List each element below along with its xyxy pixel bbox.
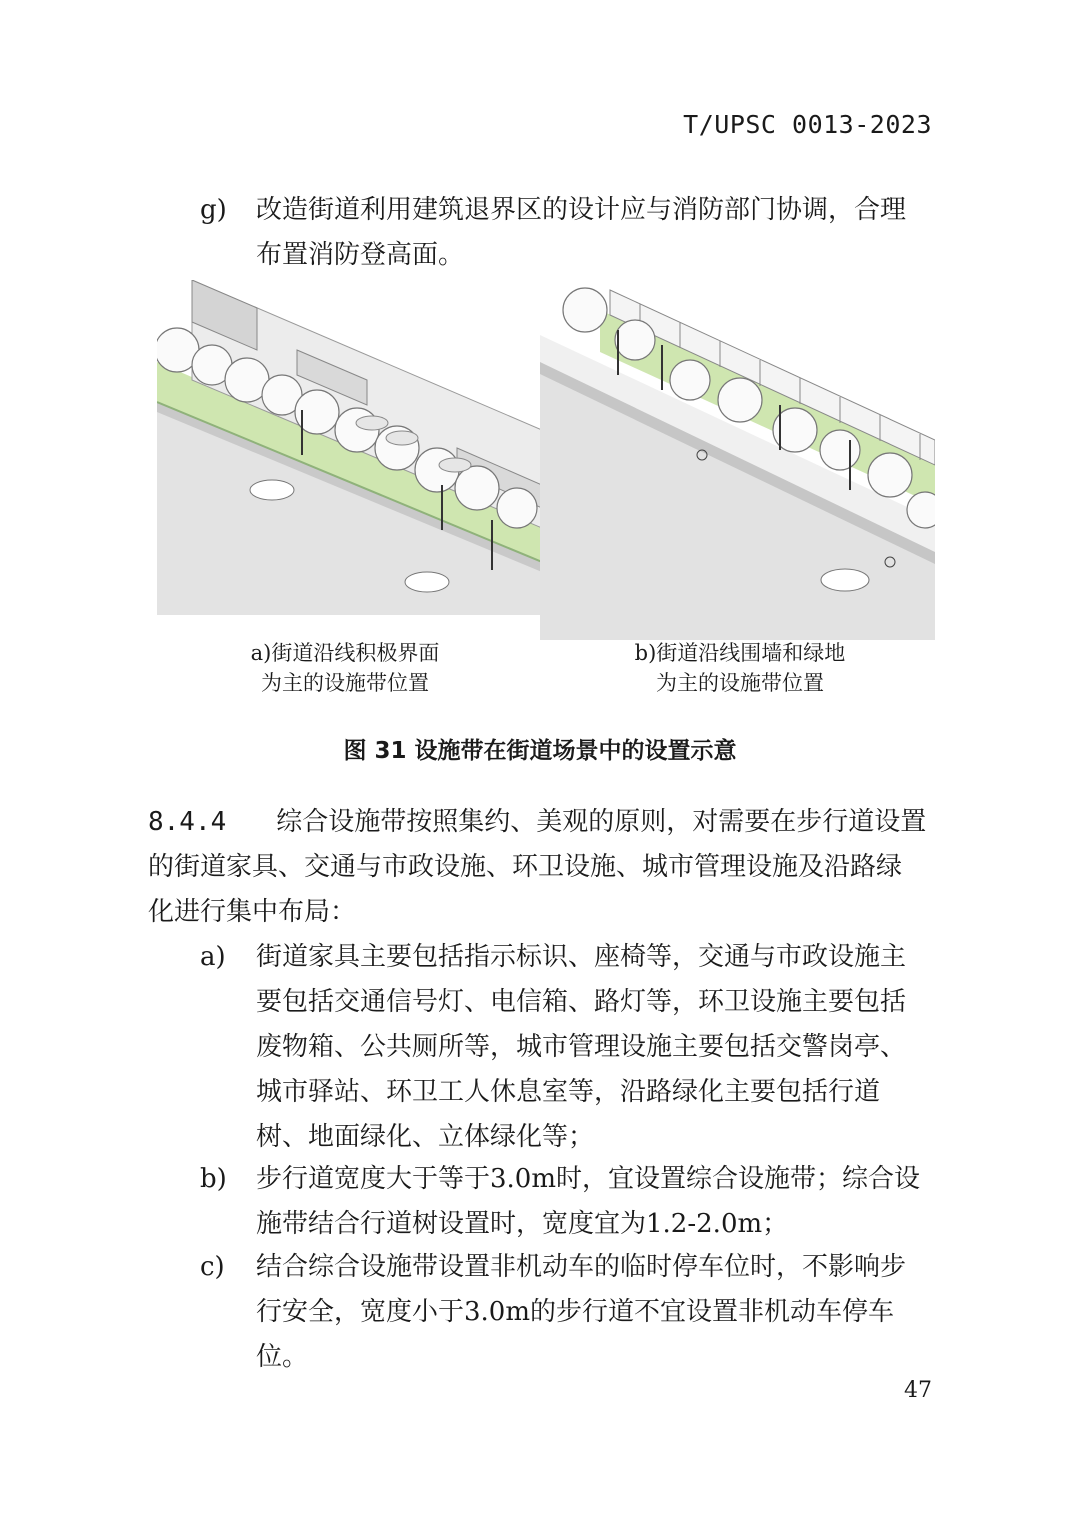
list-item-text [256,935,946,1160]
caption-line: 为主的设施带位置 [261,671,429,695]
text-line: 改造街道利用建筑退界区的设计应与消防部门协调，合理 [256,195,907,225]
list-item-text [256,188,946,278]
figure-caption-b [590,638,890,698]
list-marker: a) [200,942,226,972]
text-line: 废物箱、公共厕所等，城市管理设施主要包括交警岗亭、 [256,1032,907,1062]
text-line: 树、地面绿化、立体绿化等； [256,1122,595,1152]
list-marker: c) [200,1252,225,1282]
section-8-4-4 [148,800,948,935]
text-line: 城市驿站、环卫工人休息室等，沿路绿化主要包括行道 [256,1077,881,1107]
text-line: 位。 [256,1342,309,1372]
page-number: 47 [904,1378,932,1403]
text-line: 化进行集中布局： [148,897,357,927]
text-line: 的街道家具、交通与市政设施、环卫设施、城市管理设施及沿路绿 [148,852,903,882]
text-line: 要包括交通信号灯、电信箱、路灯等，环卫设施主要包括 [256,987,907,1017]
caption-line: 为主的设施带位置 [656,671,824,695]
list-item-text [256,1245,946,1380]
caption-line: a)街道沿线积极界面 [250,641,440,665]
text-line: 布置消防登高面。 [256,240,465,270]
list-marker: g) [200,195,227,225]
text-line: 结合综合设施带设置非机动车的临时停车位时，不影响步 [256,1252,907,1282]
text-line: 行安全，宽度小于3.0m的步行道不宜设置非机动车停车 [256,1297,895,1327]
figure-title: 图 31 设施带在街道场景中的设置示意 [343,738,737,764]
figure-caption-a [200,638,490,698]
document-code: T/UPSC 0013-2023 [683,110,932,139]
text-line-content: 综合设施带按照集约、美观的原则，对需要在步行道设置 [276,807,927,837]
section-number: 8.4.4 [148,807,227,837]
list-marker: b) [200,1164,227,1194]
text-line [148,800,948,845]
text-line: 街道家具主要包括指示标识、座椅等，交通与市政设施主 [256,942,907,972]
figure-left-illustration [157,280,542,615]
list-item-text [256,1157,946,1247]
caption-line: b)街道沿线围墙和绿地 [634,641,846,665]
figure-right-illustration [540,280,935,640]
text-line: 施带结合行道树设置时，宽度宜为1.2-2.0m； [256,1209,789,1239]
text-line: 步行道宽度大于等于3.0m时，宜设置综合设施带；综合设 [256,1164,921,1194]
